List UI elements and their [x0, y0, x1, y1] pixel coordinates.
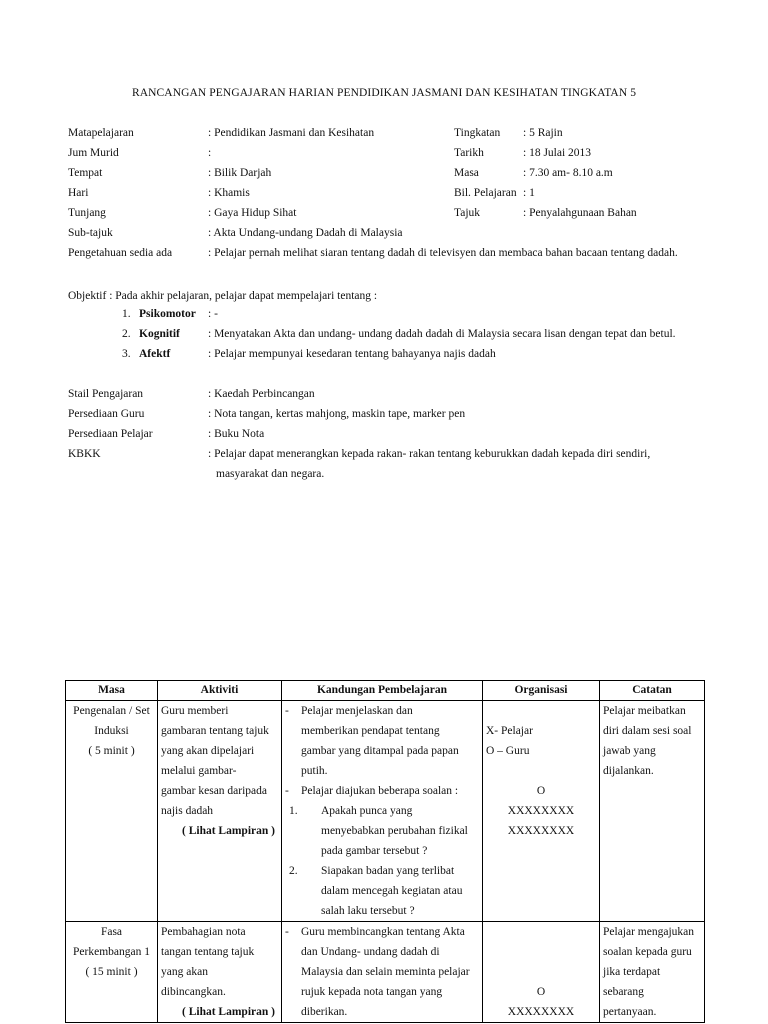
header-organisasi: Organisasi: [483, 681, 600, 701]
tunjang-label: Tunjang: [68, 207, 106, 219]
organisasi-line: [486, 761, 596, 781]
organisasi-diagram: XXXXXXXX: [507, 805, 575, 817]
table-header-row: [66, 681, 705, 701]
organisasi-legend: X- Pelajar: [486, 725, 533, 737]
catatan-line: Pelajar meibatkan: [603, 705, 686, 717]
objektif-value: : Menyatakan Akta dan undang- undang dadah dadah di Malaysia secara lisan dengan tepat dan betul.: [208, 328, 676, 340]
kandungan-line: dalam mencegah kegiatan atau: [321, 885, 463, 897]
catatan-line: soalan kepada guru: [603, 946, 692, 958]
catatan-line: dijalankan.: [603, 765, 654, 777]
organisasi-cell: [483, 701, 600, 922]
stail-label: Stail Pengajaran: [68, 388, 144, 400]
kandungan-line: - Pelajar menjelaskan dan: [301, 705, 413, 717]
masa-line: Fasa: [100, 926, 123, 938]
page-title: RANCANGAN PENGAJARAN HARIAN PENDIDIKAN JASMANI DAN KESIHATAN TINGKATAN 5: [131, 87, 637, 99]
kbkk-value-cont: masyarakat dan negara.: [216, 468, 325, 480]
catatan-line: diri dalam sesi soal: [603, 725, 692, 737]
objektif-num: 1.: [122, 308, 131, 320]
aktiviti-line: gambaran tentang tajuk: [161, 725, 269, 737]
tempat-label: Tempat: [68, 167, 103, 179]
masa-line: ( 15 minit ): [85, 966, 138, 978]
kandungan-numbered: [285, 801, 479, 861]
kandungan-line: diberikan.: [301, 1006, 348, 1018]
catatan-line: sebarang: [603, 986, 644, 998]
aktiviti-line: yang akan: [161, 966, 208, 978]
persediaan-pelajar-label: Persediaan Pelajar: [68, 428, 153, 440]
hari-value: : Khamis: [208, 187, 250, 199]
objektif-num: 3.: [122, 348, 131, 360]
subtajuk-label: Sub-tajuk: [68, 227, 113, 239]
bil-pelajaran-value: : 1: [523, 187, 535, 199]
aktiviti-line: najis dadah: [161, 805, 214, 817]
organisasi-diagram: XXXXXXXX: [507, 1006, 575, 1018]
lesson-plan-table: [65, 680, 705, 1023]
persediaan-pelajar-value: : Buku Nota: [208, 428, 265, 440]
catatan-line: Pelajar mengajukan: [603, 926, 695, 938]
aktiviti-line: gambar kesan daripada: [161, 785, 268, 797]
kandungan-cell: [282, 701, 483, 922]
objektif-num: 2.: [122, 328, 131, 340]
aktiviti-line: Guru memberi: [161, 705, 229, 717]
kandungan-line: Malaysia dan selain meminta pelajar: [301, 966, 470, 978]
kandungan-bullet: [285, 701, 479, 781]
organisasi-diagram: XXXXXXXX: [507, 825, 575, 837]
kandungan-num: 1.: [289, 805, 298, 817]
tingkatan-label: Tingkatan: [454, 127, 501, 139]
header-catatan: Catatan: [600, 681, 705, 701]
header-masa: Masa: [66, 681, 158, 701]
lampiran-ref: ( Lihat Lampiran ): [182, 1006, 275, 1018]
objektif-key: Afektf: [139, 348, 171, 360]
catatan-line: jika terdapat: [603, 966, 661, 978]
catatan-cell: [600, 922, 705, 1023]
persediaan-guru-value: : Nota tangan, kertas mahjong, maskin tape, marker pen: [208, 408, 466, 420]
jum-murid-label: Jum Murid: [68, 147, 119, 159]
header-aktiviti: Aktiviti: [158, 681, 282, 701]
aktiviti-line: melalui gambar-: [161, 765, 237, 777]
tarikh-value: : 18 Julai 2013: [523, 147, 592, 159]
kandungan-line: Siapakan badan yang terlibat: [321, 865, 455, 877]
kandungan-line: gambar yang ditampal pada papan: [301, 745, 459, 757]
kandungan-line: menyebabkan perubahan fizikal: [321, 825, 468, 837]
masa-cell: [66, 701, 158, 922]
organisasi-line: [486, 922, 596, 942]
tajuk-value: : Penyalahgunaan Bahan: [523, 207, 637, 219]
objektif-key: Psikomotor: [139, 308, 196, 320]
organisasi-cell: [483, 922, 600, 1023]
aktiviti-cell: [158, 701, 282, 922]
kbkk-label: KBKK: [68, 448, 101, 460]
matapelajaran-label: Matapelajaran: [68, 127, 134, 139]
table-row: [66, 701, 705, 922]
tarikh-label: Tarikh: [454, 147, 484, 159]
kandungan-line: - Guru membincangkan tentang Akta: [301, 926, 465, 938]
tingkatan-value: : 5 Rajin: [523, 127, 563, 139]
objektif-key: Kognitif: [139, 328, 180, 340]
kandungan-numbered: [285, 861, 479, 921]
organisasi-line: [486, 942, 596, 962]
kandungan-line: dan Undang- undang dadah di: [301, 946, 440, 958]
masa-value: : 7.30 am- 8.10 a.m: [523, 167, 613, 179]
kandungan-line: pada gambar tersebut ?: [321, 845, 428, 857]
organisasi-line: [486, 701, 596, 721]
hari-label: Hari: [68, 187, 89, 199]
kandungan-cell: [282, 922, 483, 1023]
catatan-cell: [600, 701, 705, 922]
catatan-line: pertanyaan.: [603, 1006, 657, 1018]
masa-cell: [66, 922, 158, 1023]
kandungan-line: salah laku tersebut ?: [321, 905, 415, 917]
kandungan-bullet: [285, 922, 479, 1022]
aktiviti-line: dibincangkan.: [161, 986, 226, 998]
aktiviti-cell: [158, 922, 282, 1023]
aktiviti-line: Pembahagian nota: [161, 926, 246, 938]
jum-murid-value: :: [208, 147, 212, 159]
kandungan-line: Apakah punca yang: [321, 805, 413, 817]
organisasi-diagram: O: [536, 986, 546, 998]
kandungan-line: putih.: [301, 765, 328, 777]
kandungan-line: rujuk kepada nota tangan yang: [301, 986, 443, 998]
masa-label: Masa: [454, 167, 479, 179]
lampiran-ref: ( Lihat Lampiran ): [182, 825, 275, 837]
bil-pelajaran-label: Bil. Pelajaran: [454, 187, 517, 199]
tunjang-value: : Gaya Hidup Sihat: [208, 207, 297, 219]
kandungan-line: memberikan pendapat tentang: [301, 725, 440, 737]
organisasi-diagram: O: [536, 785, 546, 797]
kandungan-bullet: [285, 781, 479, 801]
kbkk-value: [208, 444, 708, 484]
tajuk-label: Tajuk: [454, 207, 481, 219]
masa-line: Induksi: [94, 725, 129, 737]
pengetahuan-label: Pengetahuan sedia ada: [68, 247, 173, 259]
kandungan-line: - Pelajar diajukan beberapa soalan :: [301, 785, 459, 797]
masa-line: Perkembangan 1: [73, 946, 150, 958]
aktiviti-line: tangan tentang tajuk: [161, 946, 255, 958]
aktiviti-line: yang akan dipelajari: [161, 745, 255, 757]
objektif-value: : -: [208, 308, 218, 320]
catatan-line: jawab yang: [603, 745, 656, 757]
masa-line: ( 5 minit ): [88, 745, 135, 757]
matapelajaran-value: : Pendidikan Jasmani dan Kesihatan: [208, 127, 375, 139]
masa-line: Pengenalan / Set: [73, 705, 150, 717]
subtajuk-value: : Akta Undang-undang Dadah di Malaysia: [208, 227, 403, 239]
table-row: [66, 922, 705, 1023]
pengetahuan-value: : Pelajar pernah melihat siaran tentang dadah di televisyen dan membaca bahan bacaan tentang dadah.: [208, 247, 678, 259]
header-kandungan: Kandungan Pembelajaran: [282, 681, 483, 701]
stail-value: : Kaedah Perbincangan: [208, 388, 315, 400]
persediaan-guru-label: Persediaan Guru: [68, 408, 145, 420]
tempat-value: : Bilik Darjah: [208, 167, 272, 179]
kbkk-value-line: : Pelajar dapat menerangkan kepada rakan- rakan tentang keburukkan dadah kepada diri sendiri,: [208, 448, 651, 460]
objektif-value: : Pelajar mempunyai kesedaran tentang bahayanya najis dadah: [208, 348, 496, 360]
objektif-intro: Objektif : Pada akhir pelajaran, pelajar dapat mempelajari tentang :: [68, 290, 378, 302]
kandungan-num: 2.: [289, 865, 298, 877]
organisasi-legend: O – Guru: [486, 745, 530, 757]
organisasi-line: [486, 962, 596, 982]
